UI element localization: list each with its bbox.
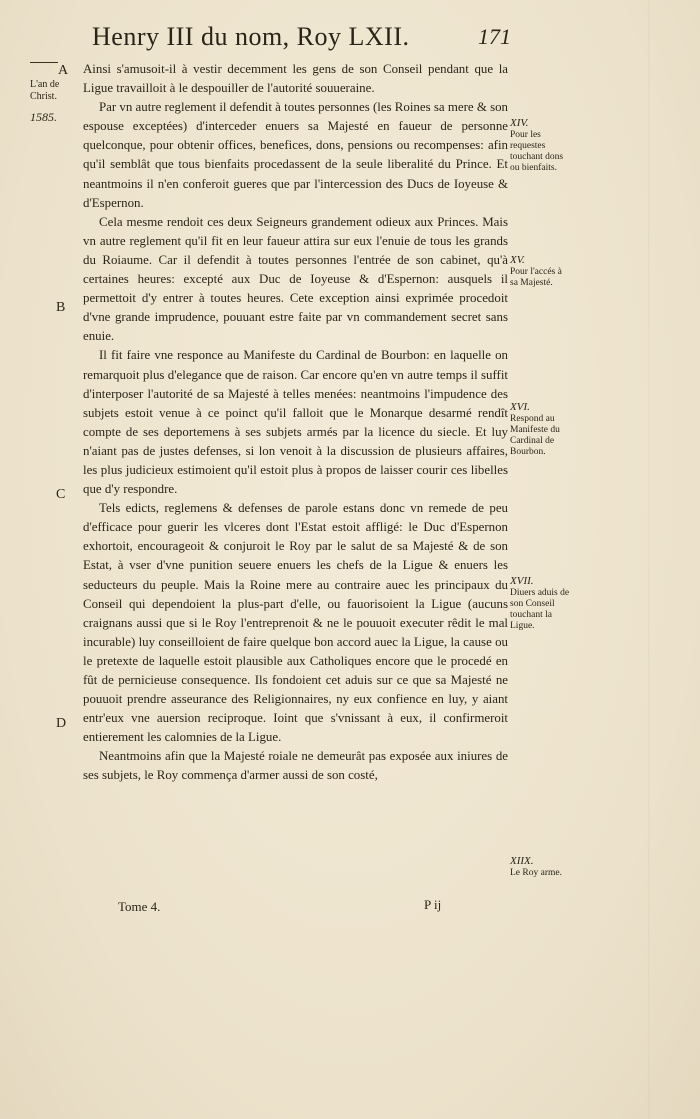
side-note-xvii bbox=[510, 576, 572, 632]
paragraph: Cela mesme rendoit ces deux Seigneurs grandement odieux aux Princes. Mais vn autre reglement qu'il fit en leur faueur attira sur eux l'enuie de tous les grands du Roiaume. Car il defendit à toutes personnes l'entrée de son cabinet, qu'à certaines heures: excepté aux Duc de Ioyeuse & d'Espernon: ausquels il permettoit d'y entrer à toutes heures. Cete exception ainsi exprimée procedoit d'vne grande imprudence, pouuant estre faite par vn commandement secret sans enuie. bbox=[83, 214, 508, 344]
page-number: 171 bbox=[478, 24, 511, 49]
year-value: 1585. bbox=[30, 110, 57, 124]
paragraph: Il fit faire vne responce au Manifeste du Cardinal de Bourbon: en laquelle on remarquoit plus d'elegance que de raison. Car encore qu'en vn autre temps il suffit d'interposer l'autorité de sa Majesté à telles menées: neantmoins l'impudence des subjets estoit venue à ce poinct qu'il falloit que le Monarque desarmé rendît compte de ses deportemens à ses subjets armés par la licence du siecle. Et luy n'aiant pas de justes defenses, si lon venoit à la discussion de plusieurs affaires, les plus judicieux estimoient qu'il estoit plus à propos de laisser courir ces libelles que d'y respondre. bbox=[83, 348, 508, 497]
running-title: Henry III du nom, Roy LXII. bbox=[92, 22, 410, 51]
side-note-text: Respond au Manifeste du Cardinal de Bourbon. bbox=[510, 414, 560, 457]
signature-mark: P ij bbox=[424, 897, 442, 912]
side-note-xvi bbox=[510, 402, 572, 458]
side-note-number: XVII. bbox=[510, 575, 534, 587]
side-note-number: XVI. bbox=[510, 401, 530, 413]
margin-rule bbox=[30, 62, 58, 63]
paragraph: Tels edicts, reglemens & defenses de parole estans donc vn remede de peu d'efficace pour guerir les vlceres dont l'Estat estoit affligé: le Duc d'Espernon exhortoit, encourageoit & conjuroit le Roy par le salut de sa Majesté & de son Estat, à vser d'vne punition seuere enuers les chefs de la Ligue & enuers les seducteurs du peuple. Mais la Roine mere au contraire auec les principaux du Conseil qui dependoient la plus-part d'elle, ou fauorisoient la Ligue (aucuns craignans aussi que si le Roy l'entreprenoit & ne le pouuoit executer rêdit le mal incurable) luy conseilloient de faire quelque bon accord auec la Ligue, la cause ou le pretexte de laquelle estoit plausible aux Catholiques encore que le procedé en fût de pernicieuse consequence. Ils fondoient cet aduis sur ce que sa Majesté ne pouuoit prendre asseurance des Religionnaires, ny eux confience en luy, y aiant entr'eux vne auersion reciproque. Ioint que s'vnissant à eux, il confirmeroit entierement les calomnies de la Ligue. bbox=[83, 501, 508, 745]
paragraph: Neantmoins afin que la Majesté roiale ne demeurât pas exposée aux iniures de ses subjets, le Roy commença d'armer aussi de son costé, bbox=[83, 749, 508, 783]
side-note-xiix bbox=[510, 856, 572, 879]
side-note-text: Pour l'accés à sa Majesté. bbox=[510, 267, 562, 288]
section-mark-a: A bbox=[58, 63, 69, 78]
side-note-number: XIV. bbox=[510, 117, 529, 129]
side-note-xiv bbox=[510, 118, 572, 174]
body-text bbox=[83, 60, 508, 786]
paragraph: Par vn autre reglement il defendit à toutes personnes (les Roines sa mere & son espouse exceptées) d'interceder enuers sa Majesté en faueur de personne quelconque, pour obtenir offices, benefices, dons, pensions ou recompenses: afin qu'il semblât que tous bienfaits procedassent de la seule liberalité du Prince. Et neantmoins il n'en conferoit gueres que par l'intercession des Ducs de Ioyeuse & d'Espernon. bbox=[83, 100, 508, 210]
side-note-text: Pour les requestes touchant dons ou bienfaits. bbox=[510, 130, 564, 173]
side-note-xv bbox=[510, 255, 572, 289]
section-mark-b: B bbox=[56, 300, 66, 315]
page-fold-shadow bbox=[648, 0, 650, 1119]
section-mark-d: D bbox=[56, 716, 67, 731]
side-note-number: XIIX. bbox=[510, 855, 534, 867]
year-label: L'an de Christ. bbox=[30, 79, 60, 102]
section-mark-c: C bbox=[56, 487, 66, 502]
side-note-text: Diuers aduis de son Conseil touchant la Ligue. bbox=[510, 588, 570, 631]
side-note-number: XV. bbox=[510, 254, 525, 266]
side-note-text: Le Roy arme. bbox=[510, 868, 562, 878]
volume-label: Tome 4. bbox=[118, 899, 161, 914]
paragraph: Ainsi s'amusoit-il à vestir decemment les gens de son Conseil pendant que la Ligue travailloit à le despouiller de l'autorité souueraine. bbox=[83, 62, 508, 96]
